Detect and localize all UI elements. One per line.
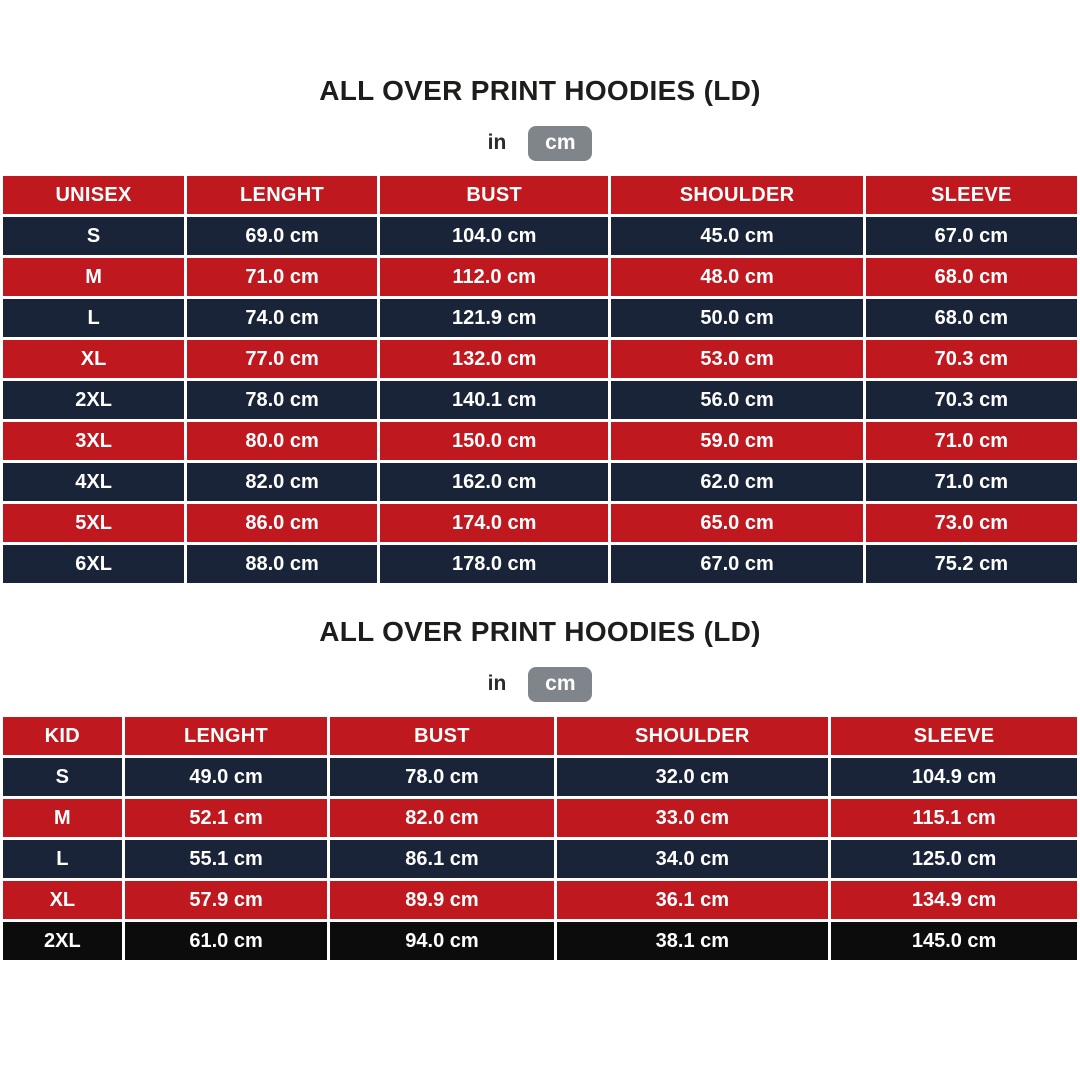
cell-shoulder: 50.0 cm [610, 298, 864, 339]
header-cell-kid: KID [2, 716, 124, 757]
cell-sleeve: 70.3 cm [864, 339, 1078, 380]
cell-length: 82.0 cm [186, 462, 379, 503]
section-title-kid: ALL OVER PRINT HOODIES (LD) [319, 616, 761, 647]
cell-shoulder: 65.0 cm [610, 503, 864, 544]
cell-size: 3XL [2, 421, 186, 462]
cell-size: 2XL [2, 921, 124, 962]
cell-bust: 104.0 cm [378, 216, 610, 257]
cell-shoulder: 67.0 cm [610, 544, 864, 585]
table-row-s [2, 216, 1079, 257]
cell-sleeve: 75.2 cm [864, 544, 1078, 585]
cell-shoulder: 62.0 cm [610, 462, 864, 503]
table-row-s [2, 757, 1079, 798]
table-row-m [2, 798, 1079, 839]
cell-bust: 140.1 cm [378, 380, 610, 421]
cell-size: 2XL [2, 380, 186, 421]
cell-length: 55.1 cm [123, 839, 329, 880]
cell-shoulder: 36.1 cm [555, 880, 830, 921]
table-row-6xl [2, 544, 1079, 585]
table-header-row [2, 175, 1079, 216]
cell-sleeve: 70.3 cm [864, 380, 1078, 421]
unit-cm-button-selected[interactable]: cm [528, 126, 592, 161]
table-header-row [2, 716, 1079, 757]
header-cell-unisex: UNISEX [2, 175, 186, 216]
cell-bust: 82.0 cm [329, 798, 555, 839]
cell-length: 86.0 cm [186, 503, 379, 544]
cell-bust: 174.0 cm [378, 503, 610, 544]
cell-sleeve: 73.0 cm [864, 503, 1078, 544]
cell-size: S [2, 757, 124, 798]
cell-shoulder: 33.0 cm [555, 798, 830, 839]
unit-in-button[interactable]: in [487, 672, 507, 695]
cell-sleeve: 68.0 cm [864, 257, 1078, 298]
unit-cm-button-selected[interactable]: cm [528, 667, 592, 702]
cell-sleeve: 125.0 cm [830, 839, 1079, 880]
header-cell-shoulder: SHOULDER [610, 175, 864, 216]
header-cell-length: LENGHT [186, 175, 379, 216]
cell-length: 80.0 cm [186, 421, 379, 462]
cell-length: 74.0 cm [186, 298, 379, 339]
cell-bust: 178.0 cm [378, 544, 610, 585]
cell-length: 77.0 cm [186, 339, 379, 380]
cell-sleeve: 67.0 cm [864, 216, 1078, 257]
table-row-5xl [2, 503, 1079, 544]
cell-bust: 89.9 cm [329, 880, 555, 921]
table-row-xl [2, 880, 1079, 921]
cell-sleeve: 115.1 cm [830, 798, 1079, 839]
unisex-size-table [0, 173, 1080, 586]
cell-sleeve: 68.0 cm [864, 298, 1078, 339]
cell-bust: 150.0 cm [378, 421, 610, 462]
unit-toggle-unisex [0, 125, 1080, 161]
cell-sleeve: 71.0 cm [864, 421, 1078, 462]
section-title-unisex: ALL OVER PRINT HOODIES (LD) [319, 75, 761, 106]
table-row-m [2, 257, 1079, 298]
cell-size: XL [2, 880, 124, 921]
cell-shoulder: 32.0 cm [555, 757, 830, 798]
unit-toggle-kid [0, 666, 1080, 702]
cell-length: 78.0 cm [186, 380, 379, 421]
cell-size: M [2, 798, 124, 839]
cell-bust: 86.1 cm [329, 839, 555, 880]
cell-shoulder: 53.0 cm [610, 339, 864, 380]
table-row-4xl [2, 462, 1079, 503]
cell-size: L [2, 839, 124, 880]
cell-shoulder: 48.0 cm [610, 257, 864, 298]
header-cell-bust: BUST [378, 175, 610, 216]
cell-size: 6XL [2, 544, 186, 585]
cell-size: S [2, 216, 186, 257]
header-cell-bust: BUST [329, 716, 555, 757]
cell-shoulder: 59.0 cm [610, 421, 864, 462]
table-row-xl [2, 339, 1079, 380]
table-row-2xl [2, 380, 1079, 421]
table-row-l [2, 298, 1079, 339]
header-cell-sleeve: SLEEVE [830, 716, 1079, 757]
cell-length: 57.9 cm [123, 880, 329, 921]
cell-bust: 132.0 cm [378, 339, 610, 380]
cell-sleeve: 71.0 cm [864, 462, 1078, 503]
cell-size: 4XL [2, 462, 186, 503]
cell-sleeve: 134.9 cm [830, 880, 1079, 921]
cell-size: XL [2, 339, 186, 380]
cell-bust: 94.0 cm [329, 921, 555, 962]
cell-bust: 121.9 cm [378, 298, 610, 339]
cell-size: M [2, 257, 186, 298]
cell-length: 88.0 cm [186, 544, 379, 585]
header-cell-shoulder: SHOULDER [555, 716, 830, 757]
cell-shoulder: 45.0 cm [610, 216, 864, 257]
table-row-2xl [2, 921, 1079, 962]
cell-length: 71.0 cm [186, 257, 379, 298]
cell-bust: 162.0 cm [378, 462, 610, 503]
cell-length: 52.1 cm [123, 798, 329, 839]
cell-length: 69.0 cm [186, 216, 379, 257]
cell-bust: 78.0 cm [329, 757, 555, 798]
header-cell-sleeve: SLEEVE [864, 175, 1078, 216]
cell-sleeve: 104.9 cm [830, 757, 1079, 798]
table-row-3xl [2, 421, 1079, 462]
cell-length: 49.0 cm [123, 757, 329, 798]
unit-in-button[interactable]: in [487, 131, 507, 154]
kid-size-section [0, 586, 1080, 963]
cell-shoulder: 56.0 cm [610, 380, 864, 421]
header-cell-length: LENGHT [123, 716, 329, 757]
kid-size-table [0, 714, 1080, 963]
cell-length: 61.0 cm [123, 921, 329, 962]
cell-size: L [2, 298, 186, 339]
cell-size: 5XL [2, 503, 186, 544]
cell-shoulder: 38.1 cm [555, 921, 830, 962]
table-row-l [2, 839, 1079, 880]
cell-sleeve: 145.0 cm [830, 921, 1079, 962]
cell-bust: 112.0 cm [378, 257, 610, 298]
cell-shoulder: 34.0 cm [555, 839, 830, 880]
